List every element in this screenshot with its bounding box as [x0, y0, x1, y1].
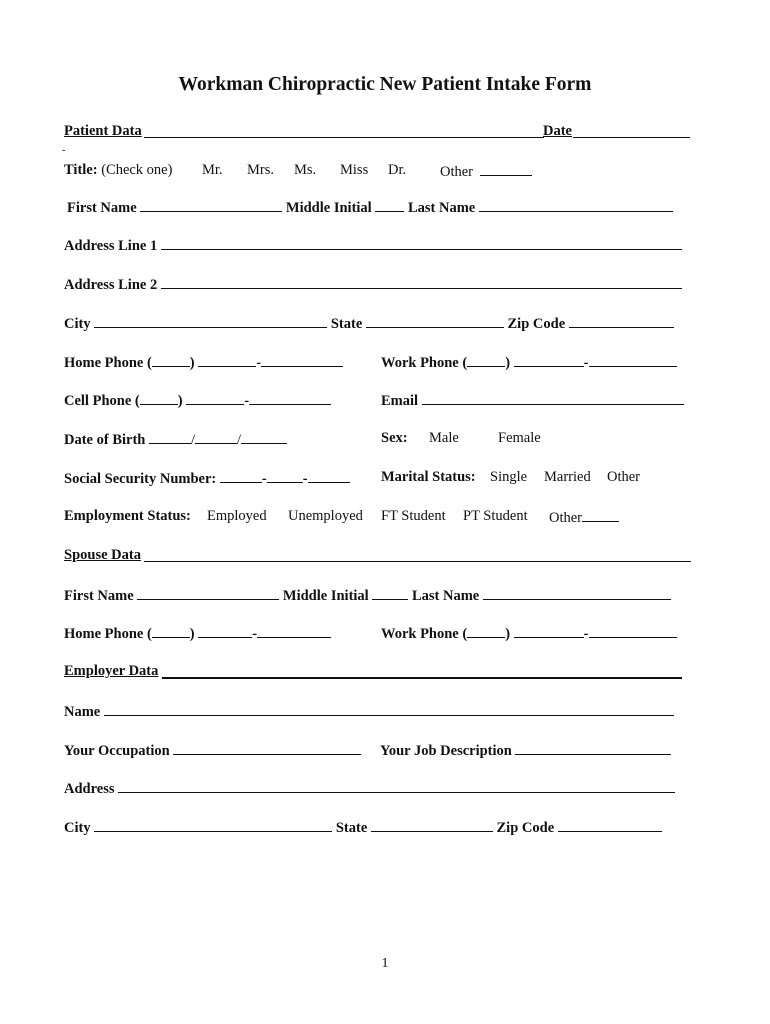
patient-work-phone-label: Work Phone (	[381, 355, 468, 371]
occupation-blank[interactable]	[173, 740, 361, 755]
dob-row: Date of Birth / /	[64, 429, 287, 449]
spouse-home-phone-line-blank[interactable]	[257, 623, 331, 638]
patient-city-row	[64, 313, 674, 333]
dob-label: Date of Birth	[64, 432, 146, 448]
date-field[interactable]	[543, 122, 572, 140]
form-title: Workman Chiropractic New Patient Intake Form	[178, 74, 592, 95]
title-option-mrs[interactable]: Mrs.	[247, 162, 274, 178]
patient-work-phone-area-blank[interactable]	[467, 352, 505, 367]
employer-section-rule	[162, 677, 682, 679]
date-blank[interactable]	[573, 137, 690, 138]
patient-home-phone-area-blank[interactable]	[152, 352, 190, 367]
spouse-section-header	[64, 546, 141, 564]
marital-row	[381, 468, 476, 486]
spouse-work-phone-label: Work Phone (	[381, 626, 468, 642]
dob-month-blank[interactable]	[149, 429, 191, 444]
spouse-last-name-label: Last Name	[411, 588, 480, 604]
marital-label: Marital Status:	[381, 469, 476, 485]
employer-address-row	[64, 778, 675, 798]
marital-option-single[interactable]: Single	[490, 469, 528, 485]
patient-state-label: State	[330, 316, 363, 332]
spouse-home-phone-label: Home Phone (	[64, 626, 152, 642]
employer-name-row	[64, 701, 674, 721]
address2-label: Address Line 2	[64, 277, 158, 293]
title-label: Title:	[64, 162, 98, 178]
date-label: Date	[543, 123, 572, 139]
employer-section-header	[64, 662, 158, 680]
spouse-work-phone-line-blank[interactable]	[589, 623, 677, 638]
patient-city-blank[interactable]	[94, 313, 327, 328]
spouse-home-phone-area-blank[interactable]	[152, 623, 190, 638]
patient-middle-initial-blank[interactable]	[375, 197, 404, 212]
sex-option-female[interactable]: Female	[498, 430, 541, 446]
address1-blank[interactable]	[161, 235, 682, 250]
patient-work-phone-prefix-blank[interactable]	[514, 352, 584, 367]
title-row	[64, 161, 172, 179]
ssn-label: Social Security Number:	[64, 471, 217, 487]
title-option-other[interactable]	[440, 161, 532, 181]
patient-first-name-label: First Name	[67, 200, 137, 216]
ssn-part1-blank[interactable]	[220, 468, 262, 483]
patient-name-row	[67, 197, 673, 217]
employment-row	[64, 507, 191, 525]
title-option-other-label: Other	[440, 164, 474, 180]
occupation-label: Your Occupation	[64, 743, 170, 759]
title-hint: (Check one)	[101, 162, 173, 178]
address2-row	[64, 274, 682, 294]
title-option-ms[interactable]: Ms.	[294, 162, 317, 178]
patient-middle-initial-label: Middle Initial	[285, 200, 372, 216]
spouse-work-phone-prefix-blank[interactable]	[514, 623, 584, 638]
spouse-home-phone-prefix-blank[interactable]	[198, 623, 252, 638]
sex-option-male[interactable]: Male	[429, 430, 459, 446]
employer-zip-blank[interactable]	[558, 817, 662, 832]
patient-section-header	[64, 122, 142, 140]
patient-home-phone-prefix-blank[interactable]	[198, 352, 256, 367]
patient-city-label: City	[64, 316, 91, 332]
patient-last-name-blank[interactable]	[479, 197, 673, 212]
address2-blank[interactable]	[161, 274, 682, 289]
patient-home-phone-row: Home Phone ( ) -	[64, 352, 343, 372]
employment-option-employed[interactable]: Employed	[207, 508, 267, 524]
employer-state-blank[interactable]	[371, 817, 493, 832]
patient-email-blank[interactable]	[422, 390, 684, 405]
title-option-miss[interactable]: Miss	[340, 162, 369, 178]
sex-row	[381, 429, 408, 447]
employment-option-pt-student[interactable]: PT Student	[463, 508, 528, 524]
spouse-section-label: Spouse Data	[64, 547, 141, 563]
ssn-part3-blank[interactable]	[308, 468, 350, 483]
job-description-label: Your Job Description	[380, 743, 512, 759]
spouse-middle-initial-blank[interactable]	[372, 585, 408, 600]
sex-label: Sex:	[381, 430, 408, 446]
job-description-row	[380, 740, 671, 760]
spouse-first-name-blank[interactable]	[137, 585, 279, 600]
patient-home-phone-line-blank[interactable]	[261, 352, 343, 367]
employer-address-label: Address	[64, 781, 115, 797]
ssn-row: Social Security Number: - -	[64, 468, 350, 488]
patient-section-label: Patient Data	[64, 123, 142, 139]
spouse-section-rule	[144, 561, 691, 562]
employer-city-label: City	[64, 820, 91, 836]
stray-mark: -	[62, 145, 66, 156]
employer-zip-label: Zip Code	[496, 820, 555, 836]
patient-cell-phone-label: Cell Phone (	[64, 393, 140, 409]
occupation-row	[64, 740, 361, 760]
patient-work-phone-line-blank[interactable]	[589, 352, 677, 367]
employer-name-label: Name	[64, 704, 101, 720]
patient-zip-blank[interactable]	[569, 313, 674, 328]
job-description-blank[interactable]	[515, 740, 671, 755]
employment-other-blank[interactable]	[582, 507, 619, 522]
patient-first-name-blank[interactable]	[140, 197, 282, 212]
spouse-last-name-blank[interactable]	[483, 585, 671, 600]
employer-section-label: Employer Data	[64, 663, 159, 679]
patient-zip-label: Zip Code	[507, 316, 566, 332]
spouse-work-phone-area-blank[interactable]	[467, 623, 505, 638]
patient-state-blank[interactable]	[366, 313, 504, 328]
patient-email-row	[381, 390, 684, 410]
patient-section-rule	[144, 137, 544, 138]
spouse-first-name-label: First Name	[64, 588, 134, 604]
employment-option-unemployed[interactable]: Unemployed	[288, 508, 363, 524]
dob-year-blank[interactable]	[241, 429, 287, 444]
title-option-mr[interactable]: Mr.	[202, 162, 223, 178]
spouse-work-phone-row: Work Phone ( ) -	[381, 623, 677, 643]
spouse-home-phone-row: Home Phone ( ) -	[64, 623, 331, 643]
page-number: 1	[381, 956, 389, 971]
employer-name-blank[interactable]	[104, 701, 674, 716]
patient-email-label: Email	[381, 393, 419, 409]
title-option-dr[interactable]: Dr.	[388, 162, 407, 178]
spouse-name-row	[64, 585, 671, 605]
employer-address-blank[interactable]	[118, 778, 675, 793]
patient-cell-phone-line-blank[interactable]	[249, 390, 331, 405]
marital-option-other[interactable]: Other	[607, 469, 641, 485]
spouse-middle-initial-label: Middle Initial	[282, 588, 369, 604]
employer-state-label: State	[335, 820, 368, 836]
patient-home-phone-label: Home Phone (	[64, 355, 152, 371]
employment-option-ft-student[interactable]: FT Student	[381, 508, 446, 524]
patient-cell-phone-prefix-blank[interactable]	[186, 390, 244, 405]
employer-city-blank[interactable]	[94, 817, 332, 832]
employer-city-row	[64, 817, 662, 837]
patient-cell-phone-area-blank[interactable]	[140, 390, 178, 405]
title-other-blank[interactable]	[480, 161, 532, 176]
employment-option-other-label: Other	[549, 510, 583, 526]
patient-cell-phone-row: Cell Phone ( ) -	[64, 390, 331, 410]
dob-day-blank[interactable]	[195, 429, 237, 444]
patient-work-phone-row: Work Phone ( ) -	[381, 352, 677, 372]
patient-last-name-label: Last Name	[407, 200, 476, 216]
employment-label: Employment Status:	[64, 508, 191, 524]
address1-label: Address Line 1	[64, 238, 158, 254]
marital-option-married[interactable]: Married	[544, 469, 591, 485]
ssn-part2-blank[interactable]	[267, 468, 303, 483]
address1-row	[64, 235, 682, 255]
employment-option-other[interactable]	[549, 507, 619, 527]
